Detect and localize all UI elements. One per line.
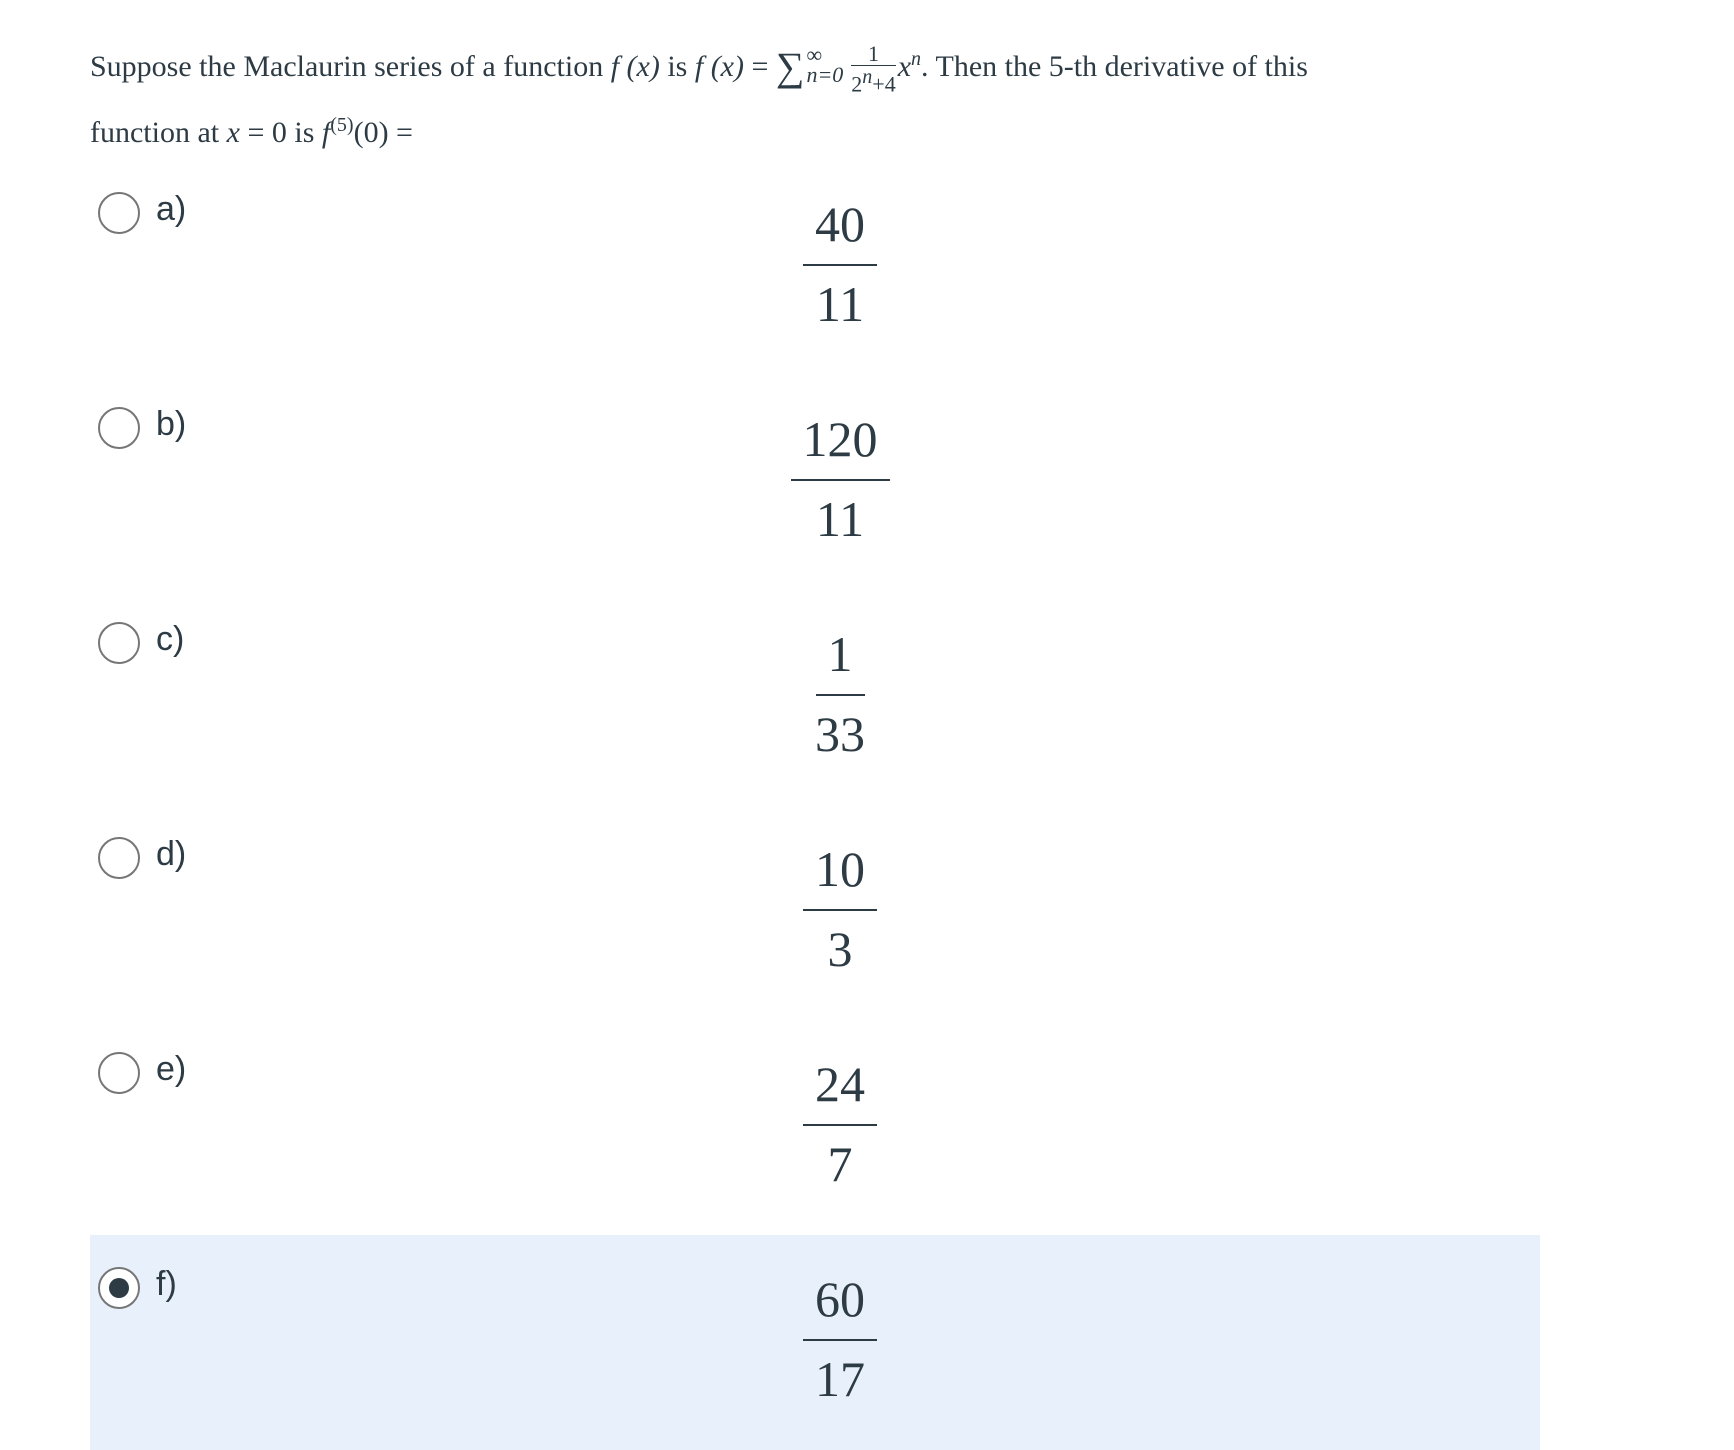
answer-label-c: c): [156, 620, 185, 658]
fraction-denominator-e: 7: [827, 1136, 853, 1192]
answer-label-e: e): [156, 1050, 187, 1088]
answer-option-c[interactable]: [90, 590, 1540, 805]
x-exponent: n: [911, 48, 922, 70]
answer-option-b[interactable]: [90, 375, 1540, 590]
question-line-1: [90, 30, 1550, 96]
function-f-of-x: f (x): [610, 50, 660, 83]
answer-label-a: a): [156, 190, 187, 228]
denominator-base: 2: [851, 71, 863, 97]
derivative-order: (5): [330, 114, 354, 136]
question-text: [90, 30, 1550, 162]
line2-text-b: = 0 is: [239, 116, 322, 149]
answer-fraction-b: [780, 407, 900, 551]
fraction-numerator-d: 10: [803, 837, 877, 911]
coefficient-numerator: 1: [851, 43, 895, 66]
answer-option-a[interactable]: [90, 160, 1540, 375]
radio-button-d[interactable]: [98, 837, 140, 879]
fraction-numerator-c: 1: [816, 622, 865, 696]
answer-fraction-f: [780, 1267, 900, 1411]
sum-limits: [806, 42, 844, 88]
radio-button-f[interactable]: [98, 1267, 140, 1309]
answer-fraction-a: [780, 192, 900, 336]
sigma-symbol: ∑: [775, 44, 805, 89]
equals-sign: =: [744, 50, 776, 83]
fraction-numerator-f: 60: [803, 1267, 877, 1341]
fraction-numerator-a: 40: [803, 192, 877, 266]
denominator-exponent: n: [862, 65, 873, 88]
line2-f: f: [321, 116, 331, 149]
sum-upper-limit: ∞: [806, 42, 823, 68]
fraction-numerator-b: 120: [791, 407, 890, 481]
question-is: is: [659, 50, 695, 83]
answer-option-d[interactable]: [90, 805, 1540, 1020]
answer-option-e[interactable]: [90, 1020, 1540, 1235]
radio-selected-dot: [109, 1278, 129, 1298]
radio-button-a[interactable]: [98, 192, 140, 234]
line2-x: x: [226, 116, 240, 149]
radio-button-b[interactable]: [98, 407, 140, 449]
line2-text-a: function at: [90, 116, 227, 149]
denominator-tail: +4: [872, 71, 896, 97]
question-intro: Suppose the Maclaurin series of a function: [90, 50, 611, 83]
fraction-denominator-f: 17: [815, 1351, 865, 1407]
series-coefficient: [851, 40, 896, 97]
question-line-2: [90, 96, 1550, 162]
radio-button-c[interactable]: [98, 622, 140, 664]
fraction-denominator-d: 3: [827, 921, 853, 977]
question-continuation: . Then the 5-th derivative of this: [921, 50, 1308, 83]
fraction-denominator-c: 33: [815, 706, 865, 762]
answer-list: [90, 160, 1540, 1450]
answer-fraction-c: [780, 622, 900, 766]
radio-button-e[interactable]: [98, 1052, 140, 1094]
fraction-numerator-e: 24: [803, 1052, 877, 1126]
line2-text-c: (0) =: [353, 116, 413, 149]
sum-lower-limit: n=0: [806, 62, 844, 88]
fraction-denominator-b: 11: [815, 491, 865, 547]
fraction-denominator-a: 11: [815, 276, 865, 332]
x-variable: x: [897, 50, 912, 83]
answer-option-f[interactable]: [90, 1235, 1540, 1450]
answer-label-b: b): [156, 405, 187, 443]
answer-fraction-d: [780, 837, 900, 981]
coefficient-denominator: [851, 66, 895, 95]
answer-label-d: d): [156, 835, 187, 873]
function-f-of-x-2: f (x): [694, 50, 744, 83]
answer-fraction-e: [780, 1052, 900, 1196]
answer-label-f: f): [156, 1265, 177, 1303]
